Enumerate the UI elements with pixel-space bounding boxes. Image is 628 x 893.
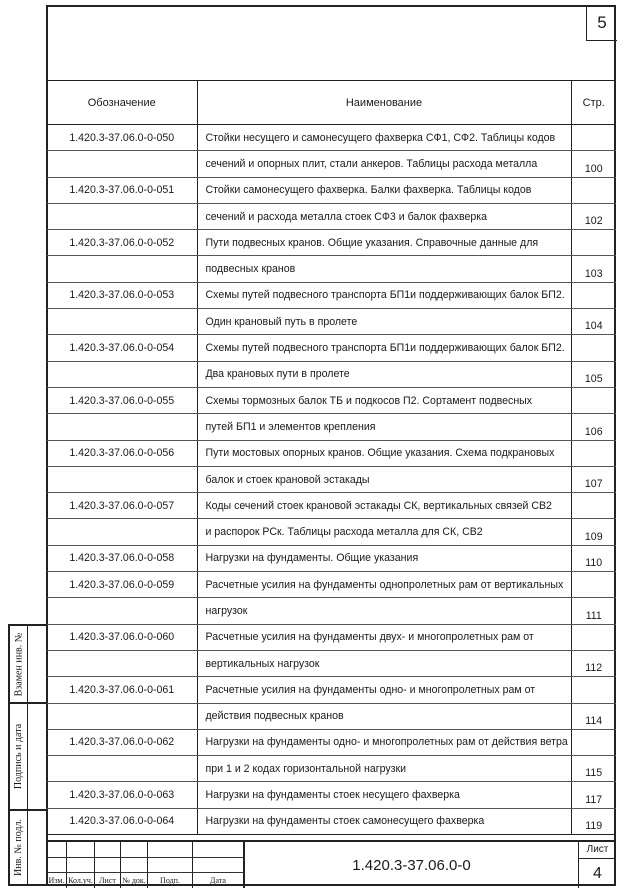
row-page: [571, 440, 616, 466]
row-page: 105: [571, 361, 616, 387]
table-row: [47, 361, 616, 387]
row-page: 112: [571, 650, 616, 676]
row-name: Пути подвесных кранов. Общие указания. Справочные данные для: [197, 230, 571, 256]
row-page: 106: [571, 414, 616, 440]
table-row: [47, 519, 616, 545]
row-code: 1.420.3-37.06.0-0-053: [47, 282, 197, 308]
row-code: 1.420.3-37.06.0-0-057: [47, 493, 197, 519]
stamp-col-signature: Подп.: [148, 873, 193, 888]
header-row: [47, 81, 616, 125]
side-section-inventory: [10, 811, 47, 884]
row-page: 119: [571, 808, 616, 834]
revision-row-1: [47, 842, 244, 858]
row-name: вертикальных нагрузок: [197, 650, 571, 676]
table-row: [47, 256, 616, 282]
row-code: [47, 361, 197, 387]
row-name: Один крановый путь в пролете: [197, 309, 571, 335]
row-page: 103: [571, 256, 616, 282]
row-name: сечений и опорных плит, стали анкеров. Таблицы расхода металла: [197, 151, 571, 177]
sheet-number: 4: [593, 864, 602, 882]
row-name: при 1 и 2 кодах горизонтальной нагрузки: [197, 756, 571, 782]
row-page: [571, 572, 616, 598]
row-page: 110: [571, 545, 616, 571]
header-code: Обозначение: [47, 81, 197, 125]
table-row: [47, 335, 616, 361]
side-label-signature: Подпись и дата: [13, 723, 24, 790]
row-name: сечений и расхода металла стоек СФ3 и балок фахверка: [197, 203, 571, 229]
row-page: 114: [571, 703, 616, 729]
table-row: [47, 282, 616, 308]
table-row: [47, 572, 616, 598]
row-page: [571, 677, 616, 703]
row-page: 109: [571, 519, 616, 545]
table-row: [47, 545, 616, 571]
row-code: 1.420.3-37.06.0-0-051: [47, 177, 197, 203]
row-page: [571, 177, 616, 203]
revision-header-row: [47, 873, 244, 888]
sheet-label: Лист: [579, 842, 616, 859]
row-name: путей БП1 и элементов крепления: [197, 414, 571, 440]
table-row: [47, 598, 616, 624]
stamp-col-change: Изм.: [47, 873, 67, 888]
table-row: [47, 466, 616, 492]
row-page: 100: [571, 151, 616, 177]
table-row: [47, 729, 616, 755]
row-page: [571, 729, 616, 755]
row-code: 1.420.3-37.06.0-0-056: [47, 440, 197, 466]
row-name: Схемы путей подвесного транспорта БП1и поддерживающих балок БП2.: [197, 282, 571, 308]
row-page: 102: [571, 203, 616, 229]
stamp-col-date: Дата: [193, 873, 244, 888]
side-section-signature: [10, 704, 47, 811]
row-name: балок и стоек крановой эстакады: [197, 466, 571, 492]
row-name: Стойки самонесущего фахверка. Балки фахверка. Таблицы кодов: [197, 177, 571, 203]
row-name: Стойки несущего и самонесущего фахверка СФ1, СФ2. Таблицы кодов: [197, 125, 571, 151]
row-name: подвесных кранов: [197, 256, 571, 282]
row-name: действия подвесных кранов: [197, 703, 571, 729]
table-row: [47, 387, 616, 413]
row-code: 1.420.3-37.06.0-0-059: [47, 572, 197, 598]
top-page-number: [586, 5, 617, 41]
table-row: [47, 756, 616, 782]
row-name: Нагрузки на фундаменты стоек самонесущего фахверка: [197, 808, 571, 834]
row-name: Схемы путей подвесного транспорта БП1и поддерживающих балок БП2.: [197, 335, 571, 361]
side-label-replacement: Взамен инв. №: [13, 632, 24, 696]
row-name: Нагрузки на фундаменты. Общие указания: [197, 545, 571, 571]
table-row: [47, 440, 616, 466]
row-name: Пути мостовых опорных кранов. Общие указания. Схема подкрановых: [197, 440, 571, 466]
row-code: 1.420.3-37.06.0-0-060: [47, 624, 197, 650]
row-code: [47, 256, 197, 282]
row-code: 1.420.3-37.06.0-0-062: [47, 729, 197, 755]
row-page: [571, 624, 616, 650]
row-page: [571, 335, 616, 361]
row-code: 1.420.3-37.06.0-0-054: [47, 335, 197, 361]
row-name: Коды сечений стоек крановой эстакады СК, вертикальных связей СВ2: [197, 493, 571, 519]
table-row: [47, 677, 616, 703]
table-row: [47, 203, 616, 229]
row-name: Расчетные усилия на фундаменты двух- и многопролетных рам от: [197, 624, 571, 650]
table-row: [47, 808, 616, 834]
revision-grid: [47, 842, 244, 888]
side-strip: [8, 624, 47, 886]
header-page: Стр.: [571, 81, 616, 125]
revision-row-2: [47, 858, 244, 873]
table-row: [47, 650, 616, 676]
row-code: 1.420.3-37.06.0-0-064: [47, 808, 197, 834]
row-name: Два крановых пути в пролете: [197, 361, 571, 387]
stamp-col-docno: № док.: [121, 873, 148, 888]
row-name: нагрузок: [197, 598, 571, 624]
row-code: [47, 756, 197, 782]
table-row: [47, 624, 616, 650]
row-code: [47, 703, 197, 729]
table-row: [47, 230, 616, 256]
stamp-col-qty: Кол.уч.: [67, 873, 95, 888]
row-page: [571, 493, 616, 519]
table-row: [47, 125, 616, 151]
table-row: [47, 414, 616, 440]
row-code: [47, 203, 197, 229]
row-code: [47, 598, 197, 624]
table-row: [47, 493, 616, 519]
row-page: 117: [571, 782, 616, 808]
row-name: Расчетные усилия на фундаменты одно- и многопролетных рам от: [197, 677, 571, 703]
row-code: [47, 466, 197, 492]
row-name: Нагрузки на фундаменты стоек несущего фахверка: [197, 782, 571, 808]
row-code: 1.420.3-37.06.0-0-052: [47, 230, 197, 256]
row-code: [47, 151, 197, 177]
contents-body: [47, 125, 616, 835]
side-label-inventory: Инв. № подл.: [13, 819, 25, 876]
top-page-number-value: 5: [597, 12, 607, 32]
row-code: 1.420.3-37.06.0-0-063: [47, 782, 197, 808]
header-name: Наименование: [197, 81, 571, 125]
row-page: [571, 125, 616, 151]
row-code: 1.420.3-37.06.0-0-061: [47, 677, 197, 703]
contents-table: [47, 80, 616, 835]
row-code: [47, 519, 197, 545]
table-row: [47, 309, 616, 335]
row-page: [571, 230, 616, 256]
title-block: [47, 840, 616, 888]
row-code: 1.420.3-37.06.0-0-058: [47, 545, 197, 571]
side-section-replacement: [10, 626, 47, 704]
row-code: 1.420.3-37.06.0-0-055: [47, 387, 197, 413]
document-number: 1.420.3-37.06.0-0: [244, 842, 578, 888]
table-row: [47, 151, 616, 177]
table-row: [47, 782, 616, 808]
row-page: 111: [571, 598, 616, 624]
sheet-box: [578, 842, 616, 888]
table-row: [47, 177, 616, 203]
row-code: [47, 414, 197, 440]
row-name: Нагрузки на фундаменты одно- и многопролетных рам от действия ветра: [197, 729, 571, 755]
row-page: [571, 282, 616, 308]
row-page: 107: [571, 466, 616, 492]
stamp-col-sheet: Лист: [95, 873, 121, 888]
row-page: [571, 387, 616, 413]
row-name: и распорок РСк. Таблицы расхода металла для СК, СВ2: [197, 519, 571, 545]
row-name: Расчетные усилия на фундаменты однопролетных рам от вертикальных: [197, 572, 571, 598]
row-page: 115: [571, 756, 616, 782]
row-page: 104: [571, 309, 616, 335]
row-code: [47, 309, 197, 335]
table-row: [47, 703, 616, 729]
row-code: [47, 650, 197, 676]
row-name: Схемы тормозных балок ТБ и подкосов П2. Сортамент подвесных: [197, 387, 571, 413]
row-code: 1.420.3-37.06.0-0-050: [47, 125, 197, 151]
